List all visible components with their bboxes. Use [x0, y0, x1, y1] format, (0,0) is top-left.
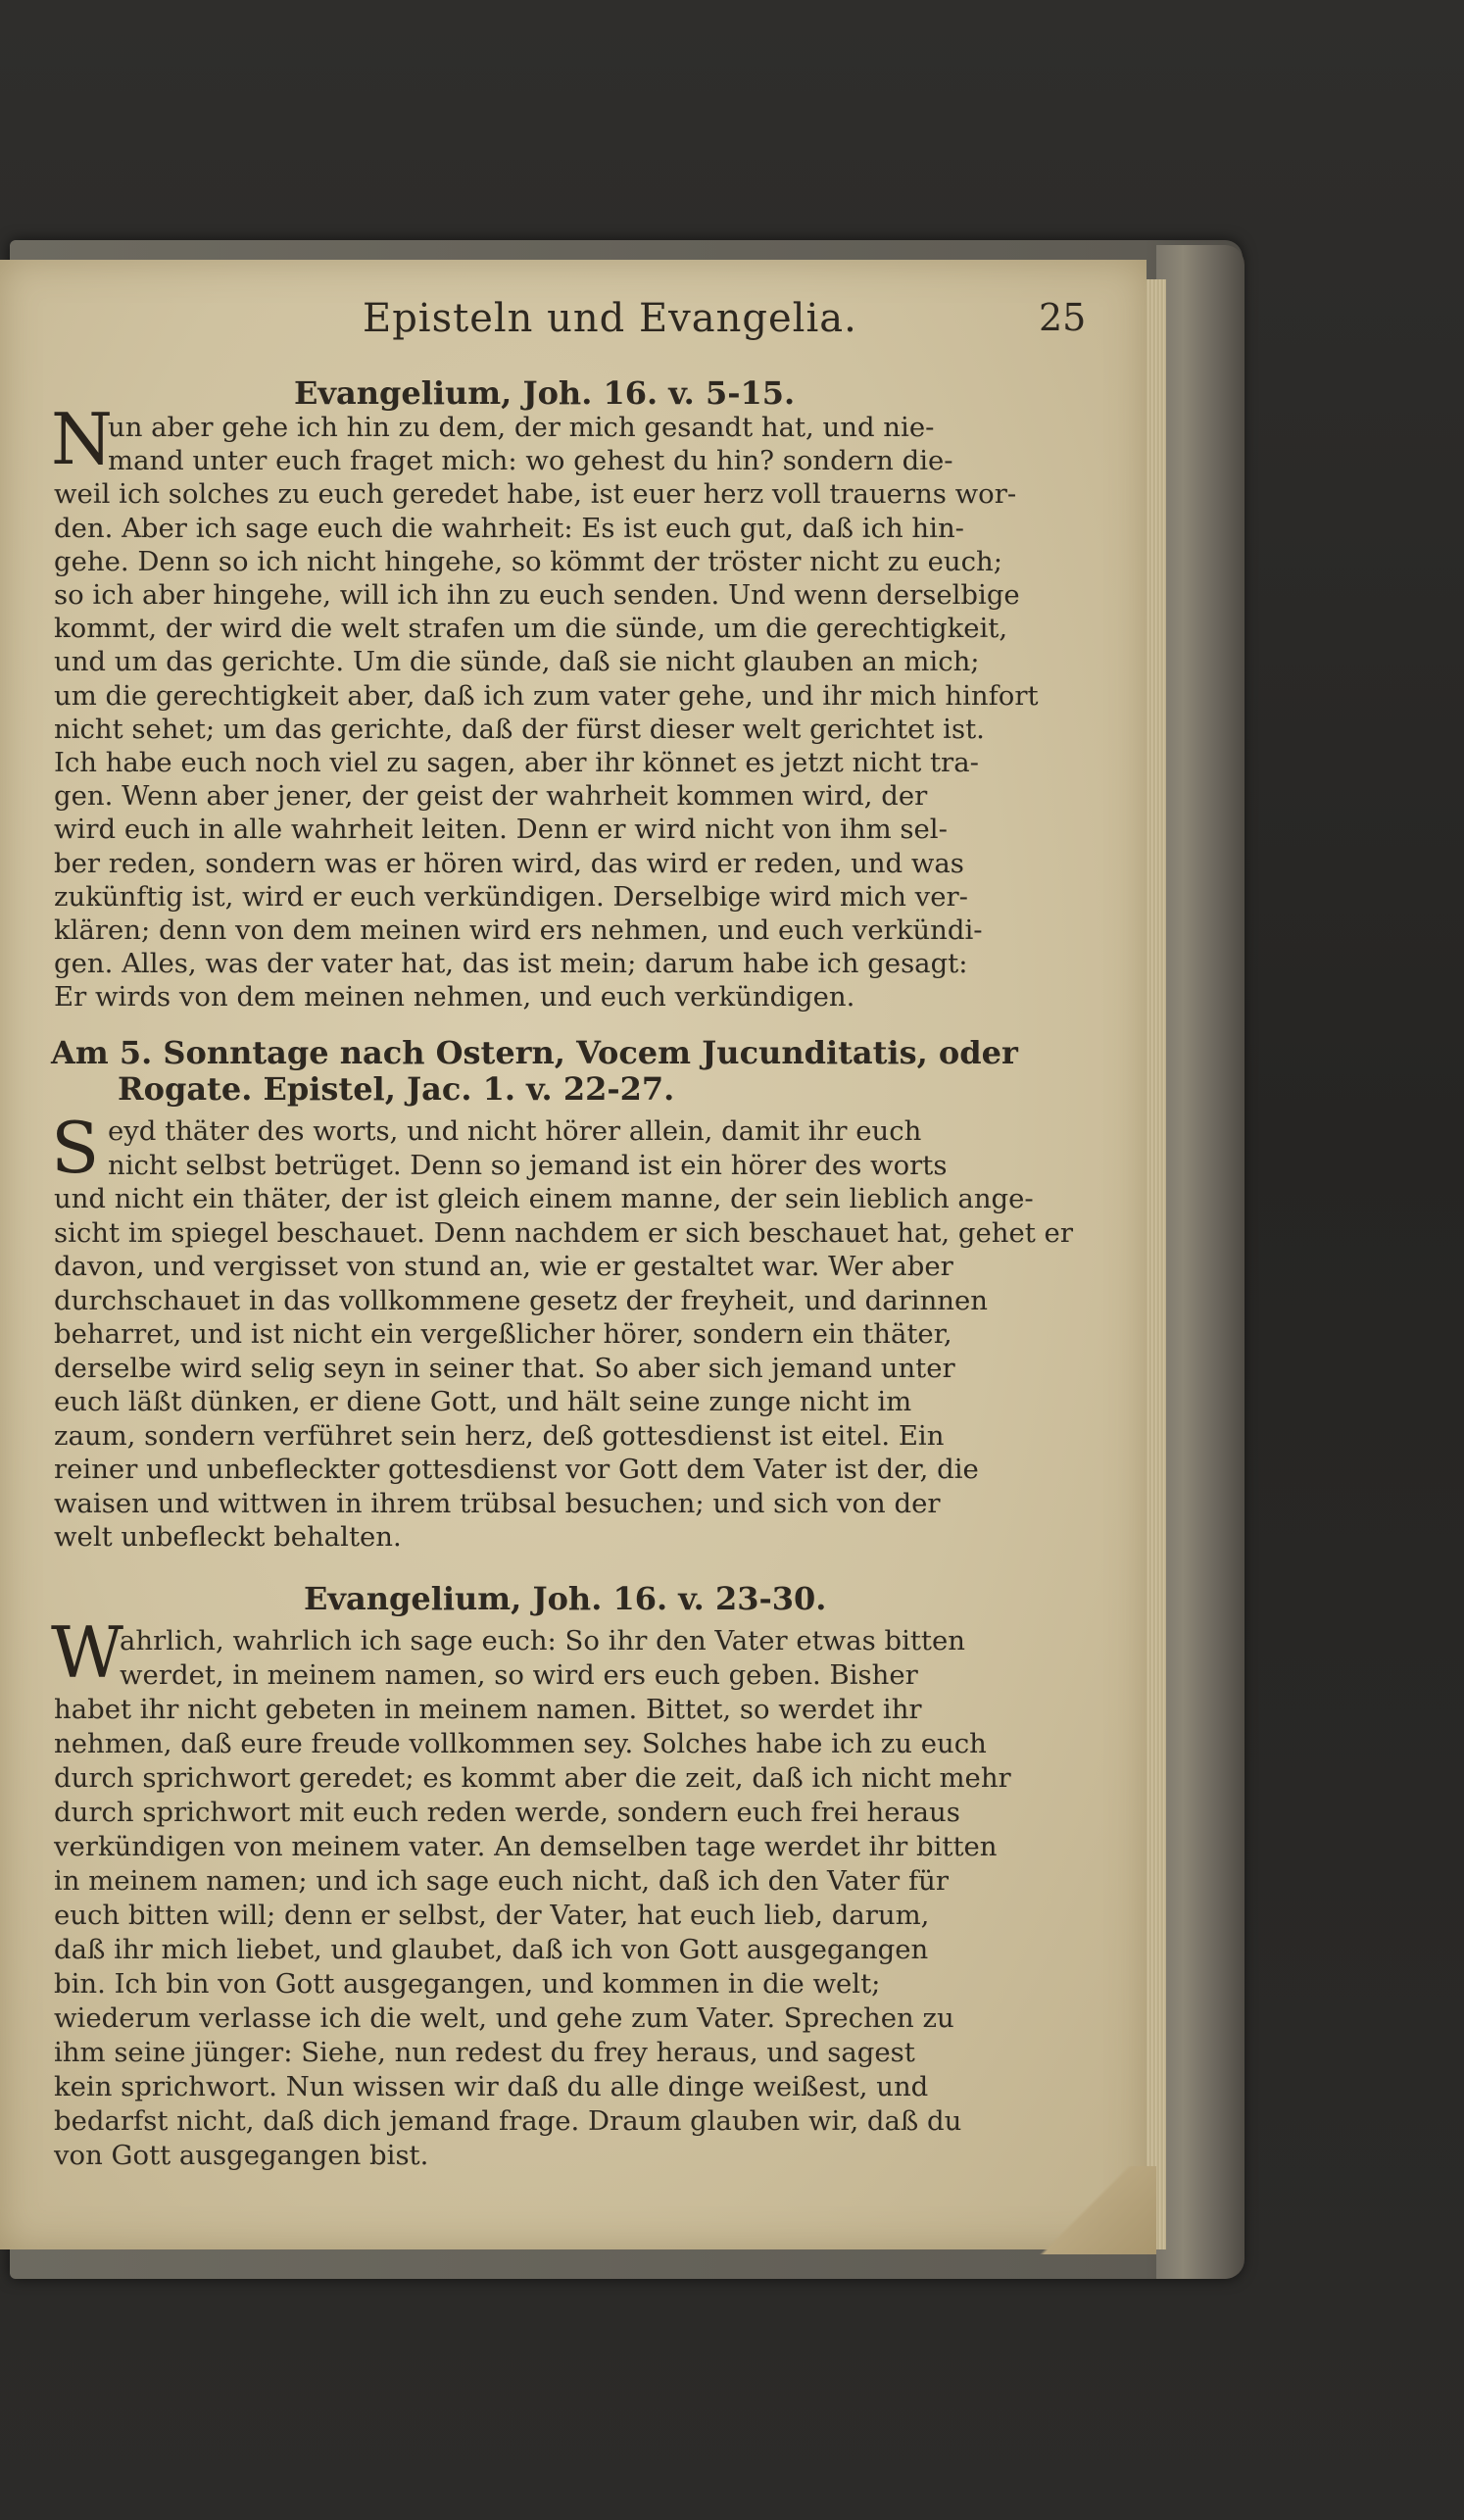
text-line: verkündigen von meinem vater. An demselben tage werdet ihr bitten: [54, 1831, 998, 1862]
text-line: daß ihr mich liebet, und glaubet, daß ich von Gott ausgegangen: [54, 1934, 929, 1965]
section3-heading: Evangelium, Joh. 16. v. 23-30.: [304, 1580, 827, 1617]
text-line: mand unter euch fraget mich: wo gehest du hin? sondern die-: [108, 445, 953, 477]
text-line: weil ich solches zu euch geredet habe, ist euer herz voll trauerns wor-: [54, 478, 1017, 511]
text-line: ber reden, sondern was er hören wird, das wird er reden, und was: [54, 847, 964, 879]
section2-heading-line1: Am 5. Sonntage nach Ostern, Vocem Jucunditatis, oder: [51, 1034, 1018, 1071]
text-line: davon, und vergisset von stund an, wie er gestaltet war. Wer aber: [54, 1251, 953, 1282]
text-line: um die gerechtigkeit aber, daß ich zum vater gehe, und ihr mich hinfort: [54, 679, 1039, 712]
text-line: zaum, sondern verführet sein herz, deß gottesdienst ist eitel. Ein: [54, 1419, 945, 1452]
text-line: kein sprichwort. Nun wissen wir daß du alle dinge weißest, und: [54, 2071, 929, 2102]
text-line: in meinem namen; und ich sage euch nicht, daß ich den Vater für: [54, 1865, 949, 1897]
text-line: beharret, und ist nicht ein vergeßlicher hörer, sondern ein thäter,: [54, 1318, 952, 1350]
text-line: durch sprichwort mit euch reden werde, sondern euch frei heraus: [54, 1797, 960, 1828]
text-line: nicht sehet; um das gerichte, daß der fürst dieser welt gerichtet ist.: [54, 713, 985, 745]
folded-page-corner: [1019, 2166, 1156, 2254]
text-line: nicht selbst betrüget. Denn so jemand ist ein hörer des worts: [108, 1149, 948, 1181]
text-line: eyd thäter des worts, und nicht hörer allein, damit ihr euch: [108, 1115, 922, 1147]
text-line: gen. Alles, was der vater hat, das ist mein; darum habe ich gesagt:: [54, 948, 968, 980]
text-line: ahrlich, wahrlich ich sage euch: So ihr den Vater etwas bitten: [120, 1625, 965, 1656]
text-line: waisen und wittwen in ihrem trübsal besuchen; und sich von der: [54, 1487, 941, 1519]
text-line: klären; denn von dem meinen wird ers nehmen, und euch verkündi-: [54, 914, 983, 946]
text-line: werdet, in meinem namen, so wird ers euch geben. Bisher: [120, 1659, 918, 1691]
section1-heading: Evangelium, Joh. 16. v. 5-15.: [294, 374, 796, 412]
text-line: den. Aber ich sage euch die wahrheit: Es ist euch gut, daß ich hin-: [54, 512, 964, 544]
cover-spine-edge: [1156, 245, 1244, 2279]
text-line: gen. Wenn aber jener, der geist der wahrheit kommen wird, der: [54, 780, 928, 813]
text-line: sicht im spiegel beschauet. Denn nachdem er sich beschauet hat, gehet er: [54, 1216, 1073, 1249]
text-line: Er wirds von dem meinen nehmen, und euch verkündigen.: [54, 981, 855, 1013]
text-line: wird euch in alle wahrheit leiten. Denn er wird nicht von ihm sel-: [54, 814, 948, 846]
text-line: euch bitten will; denn er selbst, der Vater, hat euch lieb, darum,: [54, 1900, 930, 1931]
text-line: habet ihr nicht gebeten in meinem namen. Bittet, so werdet ihr: [54, 1694, 922, 1725]
text-line: ihm seine jünger: Siehe, nun redest du frey heraus, und sagest: [54, 2037, 915, 2068]
text-line: un aber gehe ich hin zu dem, der mich gesandt hat, und nie-: [108, 412, 935, 443]
text-line: wiederum verlasse ich die welt, und gehe zum Vater. Sprechen zu: [54, 2002, 954, 2034]
running-header-title: Episteln und Evangelia.: [363, 296, 857, 341]
text-line: von Gott ausgegangen bist.: [54, 2140, 429, 2171]
text-line: euch läßt dünken, er diene Gott, und hält seine zunge nicht im: [54, 1386, 912, 1417]
page-number: 25: [1039, 296, 1087, 339]
section2-heading-line2: Rogate. Epistel, Jac. 1. v. 22-27.: [118, 1070, 675, 1108]
text-line: so ich aber hingehe, will ich ihn zu euch senden. Und wenn derselbige: [54, 579, 1020, 611]
text-line: nehmen, daß eure freude vollkommen sey. Solches habe ich zu euch: [54, 1728, 987, 1759]
text-line: und nicht ein thäter, der ist gleich einem manne, der sein lieblich ange-: [54, 1183, 1034, 1214]
section3-dropcap: W: [51, 1611, 124, 1694]
text-line: durch sprichwort geredet; es kommt aber die zeit, daß ich nicht mehr: [54, 1762, 1011, 1794]
text-line: derselbe wird selig seyn in seiner that. So aber sich jemand unter: [54, 1352, 955, 1384]
text-line: welt unbefleckt behalten.: [54, 1521, 402, 1553]
text-line: reiner und unbefleckter gottesdienst vor Gott dem Vater ist der, die: [54, 1454, 979, 1485]
text-line: zukünftig ist, wird er euch verkündigen. Derselbige wird mich ver-: [54, 880, 968, 913]
text-line: bedarfst nicht, daß dich jemand frage. Draum glauben wir, daß du: [54, 2105, 962, 2137]
text-line: bin. Ich bin von Gott ausgegangen, und kommen in die welt;: [54, 1968, 881, 2000]
text-line: Ich habe euch noch viel zu sagen, aber ihr könnet es jetzt nicht tra-: [54, 747, 979, 778]
section2-dropcap: S: [51, 1107, 100, 1189]
section1-dropcap: N: [51, 398, 113, 480]
text-line: kommt, der wird die welt strafen um die sünde, um die gerechtigkeit,: [54, 613, 1008, 645]
text-line: und um das gerichte. Um die sünde, daß sie nicht glauben an mich;: [54, 646, 980, 678]
text-line: durchschauet in das vollkommene gesetz der freyheit, und darinnen: [54, 1284, 989, 1316]
text-line: gehe. Denn so ich nicht hingehe, so kömmt der tröster nicht zu euch;: [54, 545, 1003, 577]
